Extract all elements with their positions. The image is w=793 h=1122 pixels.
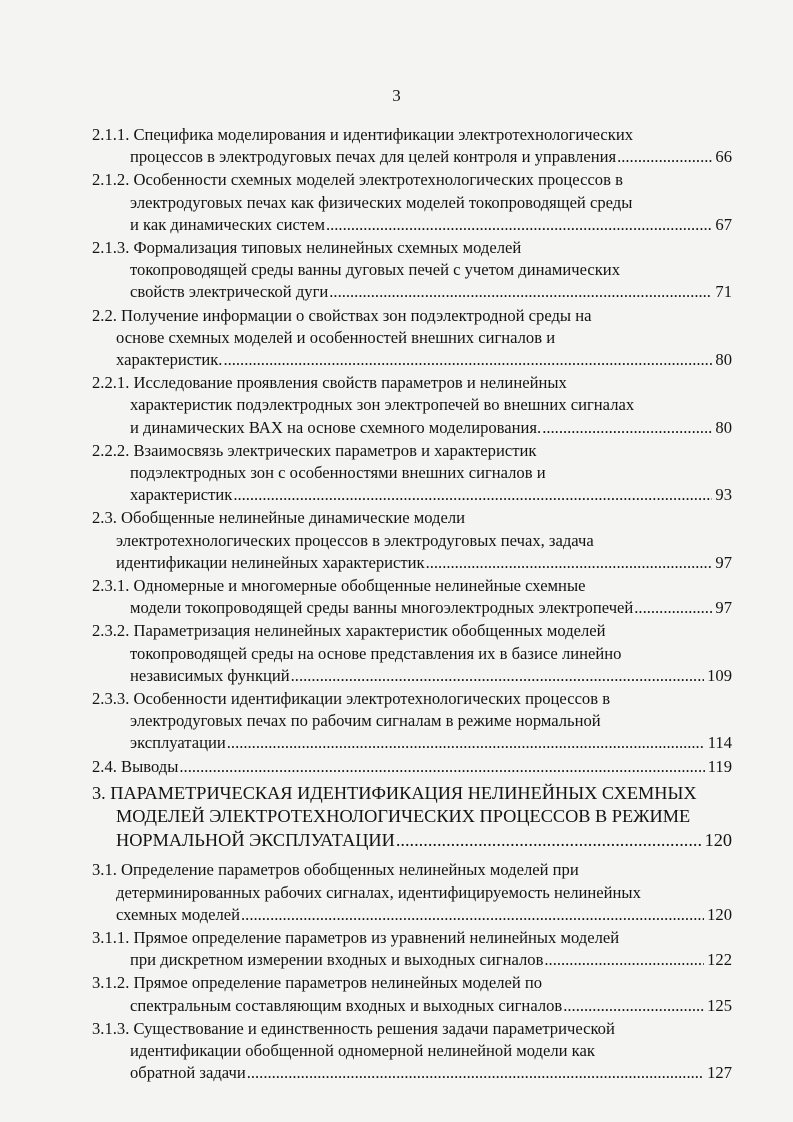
toc-entry-line: характеристик подэлектродных зон электропечей во внешних сигналах (130, 395, 635, 415)
toc-entry-line: 2.3.2. Параметризация нелинейных характеристик обобщенных моделей (92, 621, 606, 641)
toc-entry-text: независимых функций (130, 665, 290, 685)
toc-entry-line: 2.3.3. Особенности идентификации электротехнологических процессов в (92, 689, 611, 709)
toc-entry-text: процессов в электродуговых печах для целей контроля и управления (130, 147, 617, 167)
page-number: 3 (392, 86, 401, 105)
toc-entry-last-line (92, 829, 732, 853)
toc-entry (92, 124, 732, 168)
toc-entry-line: токопроводящей среды ванны дуговых печей с учетом динамических (130, 260, 620, 280)
toc-entry-last-line (92, 281, 732, 303)
toc-entry-text: при дискретном измерении входных и выходных сигналов (130, 950, 544, 970)
toc-page-number: 67 (715, 214, 732, 234)
toc-entry-last-line (92, 756, 732, 778)
toc-entry-text: НОРМАЛЬНОЙ ЭКСПЛУАТАЦИИ (116, 829, 395, 850)
toc-entry-text: обратной задачи (130, 1063, 246, 1083)
toc-entry-line: 3. ПАРАМЕТРИЧЕСКАЯ ИДЕНТИФИКАЦИЯ НЕЛИНЕЙНЫХ СХЕМНЫХ (92, 782, 697, 803)
toc-entry-line: 2.1.2. Особенности схемных моделей электротехнологических процессов в (92, 170, 623, 190)
toc-entry-line: электротехнологических процессов в электродуговых печах, задача (116, 530, 594, 550)
toc-page-number: 80 (715, 350, 732, 370)
toc-page-number: 97 (715, 552, 732, 572)
toc-entry-line: МОДЕЛЕЙ ЭЛЕКТРОТЕХНОЛОГИЧЕСКИХ ПРОЦЕССОВ В РЕЖИМЕ (116, 806, 691, 827)
toc-entry-last-line (92, 1062, 732, 1084)
toc-entry (92, 688, 732, 755)
dot-leader (233, 484, 712, 506)
toc-page-number: 119 (707, 756, 732, 776)
toc-entry-line: токопроводящей среды на основе представления их в базисе линейно (130, 643, 622, 663)
toc-entry-line: подэлектродных зон с особенностями внешних сигналов и (130, 463, 546, 483)
toc-entry-text: схемных моделей (116, 904, 241, 924)
toc-entry-line: основе схемных моделей и особенностей внешних сигналов и (116, 327, 556, 347)
toc-entry-line: детерминированных рабочих сигналах, идентифицируемость нелинейных (116, 882, 641, 902)
toc-entry-line: 2.3.1. Одномерные и многомерные обобщенные нелинейные схемные (92, 576, 586, 596)
toc-entry-last-line (92, 597, 732, 619)
toc-entry-line: 3.1.3. Существование и единственность решения задачи параметрической (92, 1018, 615, 1038)
toc-entry (92, 440, 732, 507)
toc-entry-text: спектральным составляющим входных и выходных сигналов (130, 995, 563, 1015)
dot-leader (563, 995, 704, 1017)
toc-entry-line: 2.2.1. Исследование проявления свойств параметров и нелинейных (92, 373, 567, 393)
toc-entry-line: электродуговых печах по рабочим сигналам в режиме нормальной (130, 711, 601, 731)
toc-page-number: 127 (707, 1063, 732, 1083)
dot-leader (291, 665, 704, 687)
toc-page-number: 66 (715, 147, 732, 167)
toc-entry-text: эксплуатации (130, 733, 226, 753)
toc-entry-last-line (92, 214, 732, 236)
toc-entry-last-line (92, 417, 732, 439)
toc-entry-text: характеристик (130, 485, 233, 505)
toc-page-number: 93 (715, 485, 732, 505)
toc-entry-last-line (92, 484, 732, 506)
toc-entry-last-line (92, 349, 732, 371)
toc-entry (92, 305, 732, 372)
toc-entry-last-line (92, 904, 732, 926)
toc-entry-last-line (92, 732, 732, 754)
toc-entry-text: модели токопроводящей среды ванны многоэлектродных электропечей (130, 598, 634, 618)
toc-entry-line: 3.1. Определение параметров обобщенных нелинейных моделей при (92, 860, 579, 880)
toc-entry-line: 2.1.1. Специфика моделирования и идентификации электротехнологических (92, 125, 634, 144)
dot-leader (329, 281, 712, 303)
dot-leader (396, 829, 702, 853)
toc-entry (92, 972, 732, 1016)
toc-entry-text: характеристик. (116, 350, 223, 370)
dot-leader (241, 904, 704, 926)
dot-leader (326, 214, 712, 236)
toc-entry (92, 237, 732, 304)
toc-entry-text: идентификации нелинейных характеристик (116, 552, 425, 572)
toc-entry (92, 927, 732, 971)
toc-entry (92, 620, 732, 687)
toc-entry (92, 756, 732, 778)
toc-page-number: 97 (715, 598, 732, 618)
toc-page-number: 125 (707, 995, 732, 1015)
dot-leader (617, 146, 712, 168)
dot-leader (247, 1062, 704, 1084)
toc-entry (92, 575, 732, 619)
toc-entry-text: и как динамических систем (130, 214, 325, 234)
dot-leader (542, 417, 712, 439)
toc-entry (92, 372, 732, 439)
toc-entry-line: 3.1.1. Прямое определение параметров из уравнений нелинейных моделей (92, 928, 620, 947)
toc-entry-line: электродуговых печах как физических моделей токопроводящей среды (130, 192, 633, 212)
toc-entry-last-line (92, 995, 732, 1017)
toc-entry (92, 169, 732, 236)
toc-page-number: 120 (704, 829, 732, 850)
toc-entry (92, 1018, 732, 1085)
toc-entry-line: 2.3. Обобщенные нелинейные динамические модели (92, 508, 466, 528)
toc-entry-line: 2.2.2. Взаимосвязь электрических параметров и характеристик (92, 440, 537, 460)
toc-page-number: 109 (707, 665, 732, 685)
toc-chapter-entry (92, 782, 732, 853)
toc-entry-last-line (92, 665, 732, 687)
toc-entry-line: 2.1.3. Формализация типовых нелинейных схемных моделей (92, 238, 522, 258)
toc-entry-text: 2.4. Выводы (92, 756, 179, 776)
dot-leader (227, 732, 705, 754)
toc-entry-last-line (92, 949, 732, 971)
dot-leader (544, 949, 704, 971)
dot-leader (179, 756, 704, 778)
toc-page-number: 114 (707, 733, 732, 753)
dot-leader (634, 597, 712, 619)
toc-entry-line: 3.1.2. Прямое определение параметров нелинейных моделей по (92, 973, 543, 993)
toc-entry (92, 859, 732, 926)
toc-entry-last-line (92, 146, 732, 168)
toc-page-number: 80 (715, 417, 732, 437)
toc-entry-line: идентификации обобщенной одномерной нелинейной модели как (130, 1041, 595, 1061)
toc-page-number: 71 (715, 282, 732, 302)
toc-entry-last-line (92, 552, 732, 574)
table-of-contents (92, 124, 732, 1085)
dot-leader (223, 349, 712, 371)
toc-entry-line: 2.2. Получение информации о свойствах зон подэлектродной среды на (92, 305, 592, 325)
toc-entry-text: свойств электрической дуги (130, 282, 329, 302)
dot-leader (426, 552, 713, 574)
toc-page-number: 120 (707, 904, 732, 924)
toc-page-number: 122 (707, 950, 732, 970)
toc-entry-text: и динамических ВАХ на основе схемного моделирования. (130, 417, 542, 437)
toc-entry (92, 507, 732, 574)
